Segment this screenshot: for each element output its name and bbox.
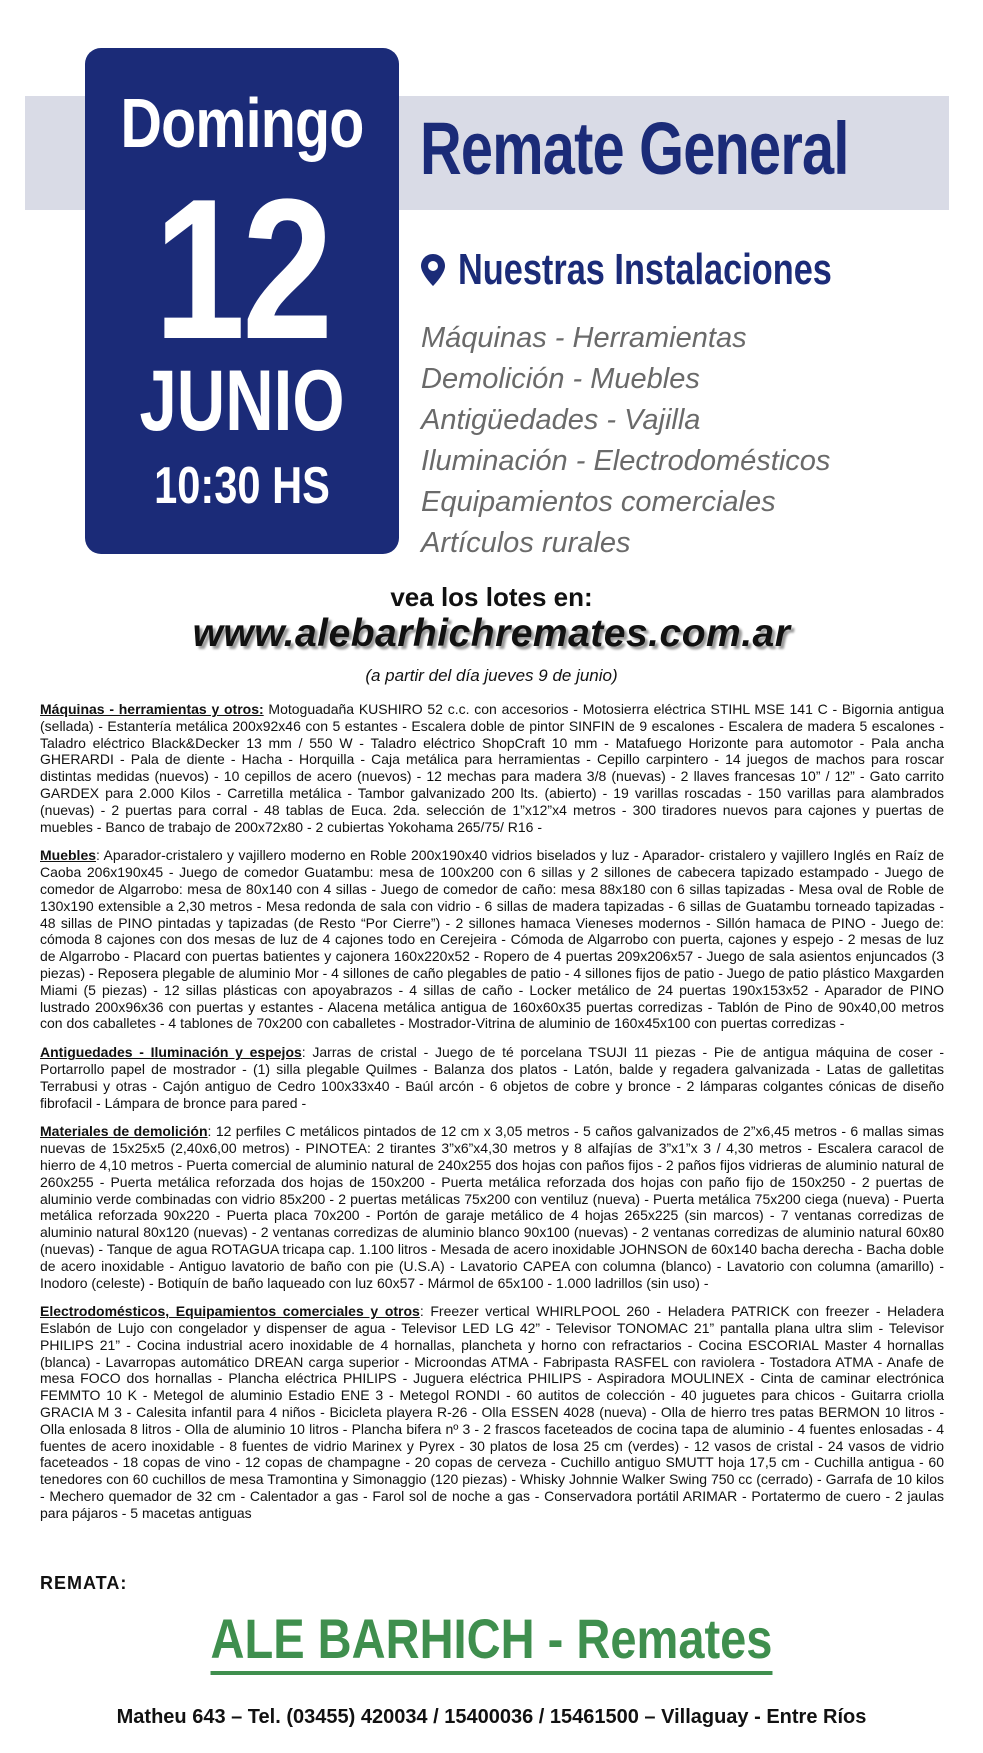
website-link[interactable]: www.alebarhichremates.com.ar — [192, 612, 791, 655]
category-item: Equipamientos comerciales — [421, 486, 776, 518]
section-body: : Jarras de cristal - Juego de té porcelana TSUJI 11 piezas - Pie de antigua máquina de coser - Portarrollo papel de mostrador - (1) silla plegable Quilmes - Balanza dos platos - Latón, balde y regadera galvanizada - Latas de galletitas Terrabusi y otras - Cajón antiguo de Cedro 100x33x40 - Baúl arcón - 6 objetos de cobre y bronce - 2 lámparas colgantes cónicas de diseño fibrofacil - Lámpara de bronce para pared - — [40, 1044, 945, 1111]
day-number: 12 — [154, 158, 330, 381]
month: JUNIO — [139, 353, 345, 449]
category-item: Artículos rurales — [421, 527, 631, 559]
section-body: Motoguadaña KUSHIRO 52 c.c. con accesorios - Motosierra eléctrica STIHL MSE 141 C - Bigornia antigua (sellada) - Estantería metálica 200x92x46 con 5 estantes - Escalera doble de pintor SINFIN de 9 escalones - Escalera de madera 5 escalones - Taladro eléctrico Black&Decker 13 mm / 550 W - Taladro eléctrico ShopCraft 10 mm - Matafuego Horizonte para automotor - Pala ancha GHERARDI - Pala de diente - Hacha - Horquilla - Caja metálica para herramientas - Cepillo carpintero - 14 juegos de machos para roscar distintas medidas (nuevos) - 10 cepillos de acero (nuevos) - 12 mechas para madera 3/8 (nuevas) - 2 llaves francesas 10” / 12” - Gato carrito GARDEX para 2.000 Kilos - Carretilla metálica - Tambor galvanizado 200 lts. (abierto) - 19 varillas roscadas - 150 varillas para alambrados (nuevas) - 2 puertas para corral - 48 tablas de Euca. 2da. selección de 1”x12”x4 metros - 300 tiradores nuevos para cajones y puertas de muebles - Banco de trabajo de 200x72x80 - 2 cubiertas Yokohama 265/75/ R16 - — [40, 701, 944, 835]
category-item: Iluminación - Electrodomésticos — [421, 445, 831, 477]
time: 10:30 HS — [154, 457, 330, 515]
lot-descriptions — [40, 701, 944, 1534]
section-heading: Electrodomésticos, Equipamientos comerciales y otros — [40, 1303, 420, 1320]
section-heading: Materiales de demolición — [40, 1123, 208, 1140]
auctioneer-label: REMATA: — [40, 1573, 128, 1593]
section-heading: Muebles — [40, 847, 97, 864]
section-heading: Antiguedades - Iluminación y espejos — [40, 1044, 302, 1061]
location-label: Nuestras Instalaciones — [458, 245, 832, 294]
date-box — [85, 48, 399, 554]
section-body: : Freezer vertical WHIRLPOOL 260 - Heladera PATRICK con freezer - Heladera Eslabón de Lujo con congelador y dispenser de agua - Televisor LED LG 42” - Televisor TONOMAC 21” pantalla plana ultra slim - Televisor PHILIPS 21” - Cocina industrial acero inoxidable de 4 hornallas, plancheta y horno con refractarios - Cocina ESCORIAL Master 4 hornallas (blanca) - Lavarropas automático DREAN carga superior - Microondas ATMA - Fabripasta RASFEL con raviolera - Tostadora ATMA - Anafe de mesa FOCO dos hornallas - Plancha eléctrica PHILIPS - Juguera eléctrica PHILIPS - Aspiradora MOULINEX - Cinta de caminar electrónica FEMMTO 10 K - Metegol de aluminio Estadio ENE 3 - Metegol RONDI - 60 autitos de colección - 40 juguetes para chicos - Guitarra criolla GRACIA M 3 - Calesita infantil para 4 niños - Bicicleta playera R-26 - Olla ESSEN 4028 (nueva) - Olla de hierro tres patas BERMON 10 litros - Olla enlosada 8 litros - Olla de aluminio 10 litros - Plancha bifera nº 3 - 2 frascos faceteados de cocina tapa de aluminio - 4 fuentes enlosadas - 4 fuentes de acero inoxidable - 8 fuentes de vidrio Marinex y Pyrex - 30 platos de losa 25 cm (verdes) - 12 vasos de cristal - 24 vasos de vidrio faceteados - 18 copas de vino - 12 copas de champagne - 20 copas de cerveza - Cuchillo antiguo SMUTT hoja 17,5 cm - Cuchilla antigua - 60 tenedores con 60 cuchillos de mesa Tramontina y Simonaggio (120 piezas) - Whisky Johnnie Walker Swing 750 cc (cerrado) - Garrafa de 10 kilos - Mechero quemador de 32 cm - Calentador a gas - Farol sol de noche a gas - Conservadora portátil ARIMAR - Portatermo de cuero - 2 jaulas para pájaros - 5 macetas antiguas — [40, 1303, 944, 1521]
section-heading: Máquinas - herramientas y otros: — [40, 701, 264, 717]
lot-section-appliances — [40, 1303, 944, 1521]
brand — [0, 1607, 983, 1675]
lot-section-antiques — [40, 1044, 944, 1111]
lot-section-machinery — [40, 701, 944, 835]
lot-section-demolition — [40, 1123, 944, 1291]
see-lots-label: vea los lotes en: — [390, 582, 593, 612]
map-pin-icon — [420, 253, 446, 287]
contact-info: Matheu 643 – Tel. (03455) 420034 / 15400036 / 15461500 – Villaguay - Entre Ríos — [116, 1706, 867, 1728]
location — [420, 245, 937, 294]
page-title: Remate General — [420, 107, 849, 190]
brand-name: ALE BARHICH - Remates — [211, 1611, 773, 1675]
section-body: : 12 perfiles C metálicos pintados de 12 cm x 3,05 metros - 5 caños galvanizados de 2”x6,45 metros - 6 mallas simas nuevas de 15x25x5 (2,40x6,00 metros) - PINOTEA: 2 tirantes 3”x6”x4,30 metros y 8 alfajías de 3”x1”x 3 / 4,30 metros - Escalera caracol de hierro de 4,10 metros - Puerta comercial de aluminio natural de 240x255 dos hojas con paños fijos - 2 paños fijos vidrieras de aluminio natural de 260x255 - Puerta metálica reforzada dos hojas de 150x200 - Puerta metálica reforzada dos hojas con paño fijo de 150x250 - 2 puertas de aluminio verde combinadas con vidrio 85x200 - 2 puertas metálicas 75x200 con ventiluz (nueva) - Puerta metálica 75x200 ciega (nueva) - Puerta metálica reforzada 90x220 - Puerta placa 70x200 - Portón de garaje metálico de 4 hojas 265x225 (sin marcos) - 7 ventanas corredizas de aluminio natural 80x120 (nuevas) - 2 ventanas corredizas de aluminio blanco 90x100 (nuevas) - 2 ventanas corredizas de aluminio natural 60x80 (nuevas) - Tanque de agua ROTAGUA tricapa cap. 1.100 litros - Mesada de acero inoxidable JOHNSON de 60x140 bacha derecha - Bacha doble de acero inoxidable - Antiguo lavatorio de baño con pie (U.S.A) - Lavatorio CAPEA con columna (blanco) - Lavatorio con columna (amarillo) - Inodoro (celeste) - Botiquín de baño laqueado con luz 60x57 - Mármol de 65x100 - 1.000 ladrillos (sin uso) - — [40, 1123, 944, 1291]
day-of-week: Domingo — [120, 84, 364, 162]
category-item: Demolición - Muebles — [421, 363, 700, 395]
category-list — [421, 318, 941, 564]
availability-note: (a partir del día jueves 9 de junio) — [365, 666, 618, 685]
section-body: : Aparador-cristalero y vajillero moderno en Roble 200x190x40 vidrios biselados y luz - Aparador- cristalero y vajillero Inglés en Raíz de Caoba 206x190x45 - Juego de comedor Guatambu: mesa de 100x200 con 6 sillas y 2 sillones de cabecera tapizado estampado - Juego de comedor de Algarrobo: mesa de 80x140 con 4 sillas - Juego de comedor de caño: mesa 88x180 con 6 sillas tapizadas - Mesa oval de Roble de 130x190 extensible a 2,30 metros - Mesa redonda de sala con vidrio - 6 sillas de madera tapizadas - 6 sillas de Guatambu torneado tapizadas - 48 sillas de PINO pintadas y tapizadas (de Resto “Por Cierre”) - 2 sillones hamaca Vieneses modernos - Sillón hamaca de PINO - Juego de: cómoda 8 cajones con dos mesas de luz de 4 cajones todo en Cerejeira - Cómoda de Algarrobo con puerta, cajones y espejo - 2 mesas de luz de Algarrobo - Placard con puertas batientes y cajonera 160x220x52 - Ropero de 4 puertas 209x206x57 - Juego de sala asientos enjuncados (3 piezas) - Reposera plegable de aluminio Mor - 4 sillones de caño plegables de patio - 4 sillones fijos de patio - Juego de patio plástico Maxgarden Miami (5 piezas) - 12 sillas plásticas con apoyabrazos - 4 sillas de caño - Locker metálico de 24 puertas 190x153x52 - Aparador de PINO lustrado 200x96x36 con puertas y estantes - Alacena metálica antigua de 160x60x35 puertas corredizas - Tablón de Pino de 90x40,00 metros con dos caballetes - 4 tablones de 70x200 con caballetes - Mostrador-Vitrina de aluminio de 160x45x100 con puertas corredizas - — [40, 847, 944, 1032]
category-item: Máquinas - Herramientas — [421, 322, 747, 354]
lot-section-furniture — [40, 847, 944, 1032]
category-item: Antigüedades - Vajilla — [421, 404, 701, 436]
